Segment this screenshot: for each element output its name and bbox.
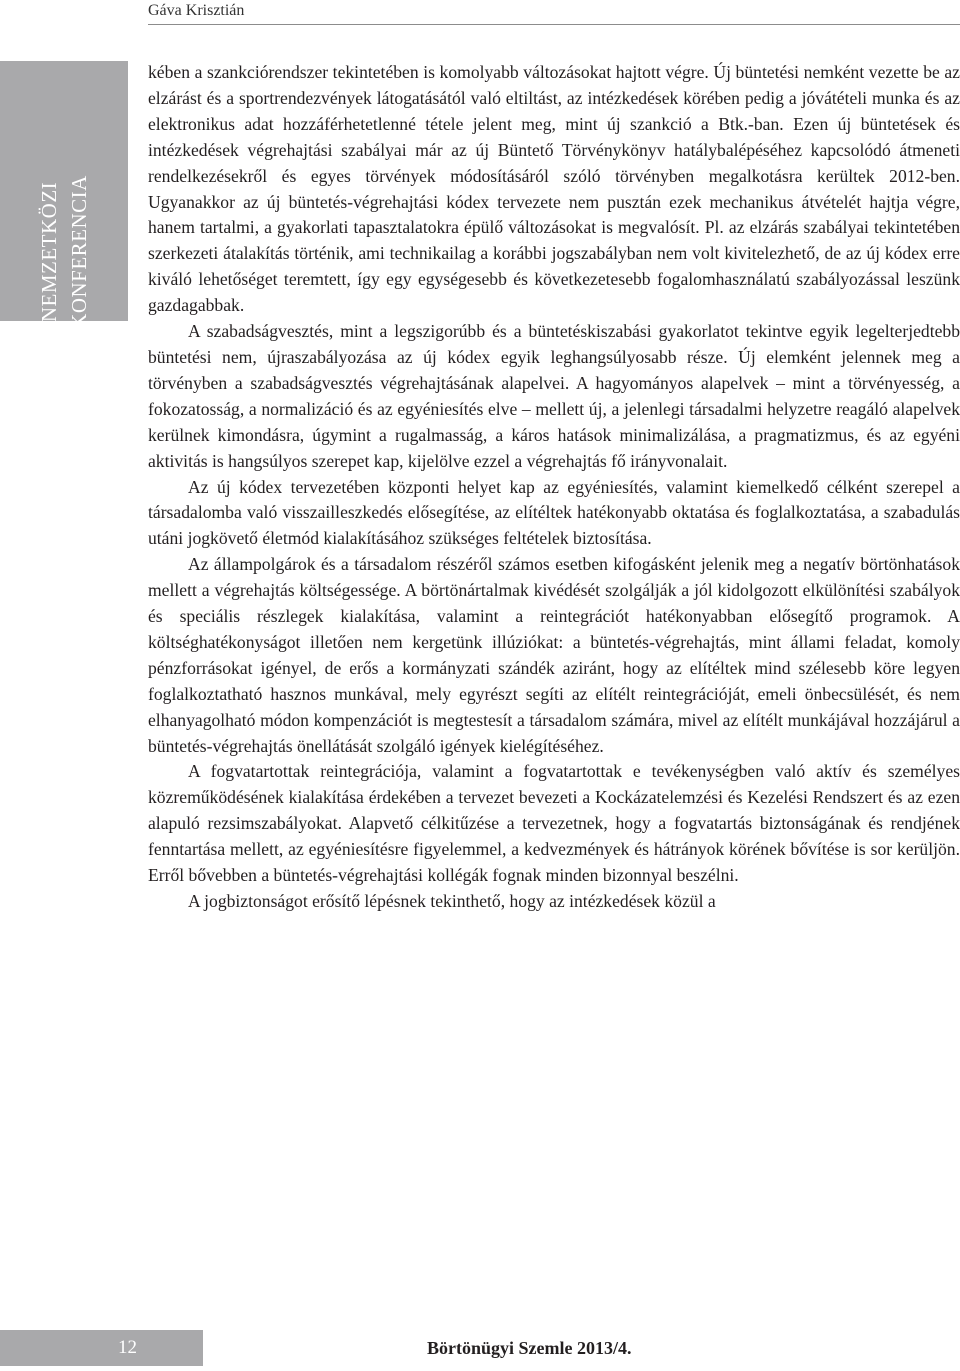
header-divider: [148, 24, 960, 25]
page-footer: [0, 1330, 960, 1366]
body-paragraph: A szabadságvesztés, mint a legszigorúbb és a büntetéskiszabási gyakorlatot tekintve egyik legelterjedtebb büntetési nem, újraszabályozása az új kódex egyik leghangsúlyosabb része. Új elemként jelennek meg a törvényben a szabadságvesztés végrehajtásának alapelvei. A hagyományos alapelvek – mint a törvényesség, a fokozatosság, a normalizáció és az egyéniesítés elve – mellett új, a jelenlegi társadalmi helyzetre reagáló alapelvek kerülnek kimondásra, úgymint a rugalmasság, a káros hatások minimalizálása, a pragmatizmus, és az egyéni aktivitás is hangsúlyos szerepet kap, kijelölve ezzel a végrehajtás fő irányvonalait.: [148, 321, 960, 471]
body-paragraph: Az állampolgárok és a társadalom részéről számos esetben kifogásként jelenik meg a negatív börtönhatások mellett a végrehajtás költségessége. A börtönártalmak kivédését szolgálják a jól kidolgozott elkülönítési szabályok és speciális részlegek kialakítása, valamint a reintegrációt hatékonyabban elősegítő programok. A költséghatékonyságot illetően nem kergetünk illúziókat: a büntetés-végrehajtás, mint állami feladat, komoly pénzforrásokat igényel, de erős a kormányzati szándék aziránt, hogy az elítéltek mind szélesebb köre legyen foglalkoztatható hasznos munkával, mely egyrészt segíti az elítélt reintegrációját, emeli önbecsülését, és nem elhanyagolható módon kompenzációt is megtestesít a társadalom számára, mivel az elítélt munkájával hozzájárul a büntetés-végrehajtás önellátását szolgáló igények kielégítéséhez.: [148, 554, 960, 756]
side-tab-line-2: KONFERENCIA: [67, 175, 91, 329]
page-number: 12: [0, 1330, 203, 1366]
section-side-tab: [0, 61, 128, 329]
article-body: [148, 60, 960, 915]
body-paragraph: kében a szankciórendszer tekintetében is komolyabb változásokat hajtott végre. Új büntetési nemként vezette be az elzárást és a sportrendezvények látogatásától való eltiltást, az intézkedések körében pedig a jóvátételi munka és az elektronikus adat hozzáférhetetlenné tétele jelent meg, mint új szankció a Btk.-ban. Ezen új büntetések és intézkedések végrehajtási szabályai már az új Büntető Törvénykönyv hatálybalépéséhez kapcsolódó átmeneti rendelkezésekről és egyes törvények módosításáról szóló törvényben megalkotásra kerültek 2012-ben. Ugyanakkor az új büntetés-végrehajtási kódex tervezete nem pusztán ezek mechanikus átvételét hajtja végre, hanem tartalmi, a gyakorlati tapasztalatokra épülő változásokat is megvalósít. Pl. az elzárás szabályai tekintetében szerkezeti átalakítás történik, ami technikailag a korábbi jogszabályban nem volt kivitelezhető, de az új kódex erre kiváló lehetőséget teremtett, így egy egységesebb és következetesebb fogalomhasználatú szabályozással leszünk gazdagabbak.: [148, 62, 960, 316]
side-tab-label: [34, 175, 94, 329]
body-paragraph: Az új kódex tervezetében központi helyet kap az egyéniesítés, valamint kiemelkedő célként szerepel a társadalomba való visszailleszkedés elősegítése, az elítéltek hatékonyabb oktatása és foglalkoztatása, a szabadulás utáni jogkövető életmód kialakításához szükséges feltételek biztosítása.: [148, 476, 960, 549]
body-paragraph: A fogvatartottak reintegrációja, valamint a fogvatartottak e tevékenységben való aktív és személyes közreműködésének kialakítása érdekében a tervezet bevezeti a Kockázatelemzési és Kezelési Rendszert és az ezen alapuló rezsimszabályokat. Alapvető célkitűzése a tervezetnek, hogy a fogvatartás biztonságának és rendjének fenntartása mellett, az egyéniesítésre figyelemmel, a kedvezmények és hátrányok körének bővítése is sor kerüljön. Erről bővebben a büntetés-végrehajtási kollégák fognak minden bizonnyal beszélni.: [148, 761, 960, 886]
running-header-author: Gáva Krisztián: [148, 2, 245, 19]
body-paragraph: A jogbiztonságot erősítő lépésnek tekinthető, hogy az intézkedések közül a: [188, 891, 716, 911]
journal-title: Börtönügyi Szemle 2013/4.: [427, 1338, 632, 1358]
side-tab-line-1: NEMZETKÖZI: [37, 181, 61, 323]
